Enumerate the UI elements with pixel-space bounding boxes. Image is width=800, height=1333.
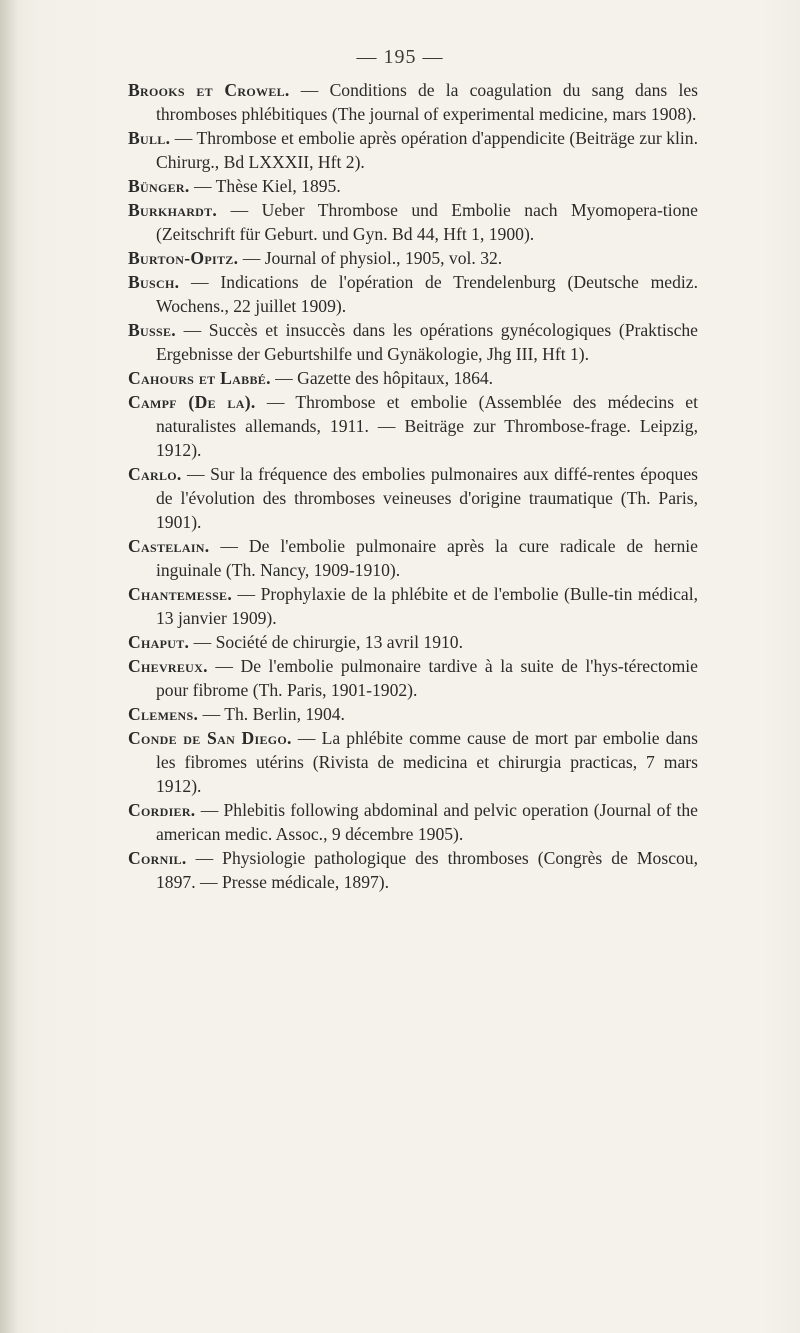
entry-author: Cahours et Labbé. <box>128 368 271 388</box>
entry-text: — De l'embolie pulmonaire après la cure radicale de hernie inguinale (Th. Nancy, 1909-1910). <box>156 536 698 580</box>
bibliography-entry <box>128 582 698 630</box>
entry-author: Clemens. <box>128 704 199 724</box>
bibliography-entry <box>128 390 698 462</box>
bibliography-entry <box>128 318 698 366</box>
bibliography-entry <box>128 126 698 174</box>
entry-text: — Société de chirurgie, 13 avril 1910. <box>189 632 463 652</box>
entry-author: Carlo. <box>128 464 182 484</box>
bibliography-entry <box>128 366 698 390</box>
binding-shadow <box>0 0 18 1333</box>
bibliography-entry <box>128 198 698 246</box>
entry-text: — Thrombose et embolie (Assemblée des médecins et naturalistes allemands, 1911. — Beiträge zur Thrombose-frage. Leipzig, 1912). <box>156 392 698 460</box>
entry-author: Bull. <box>128 128 171 148</box>
entry-text: — Phlebitis following abdominal and pelvic operation (Journal of the american medic. Assoc., 9 décembre 1905). <box>156 800 698 844</box>
entry-text: — Thèse Kiel, 1895. <box>189 176 341 196</box>
entry-author: Busch. <box>128 272 180 292</box>
entry-text: — Physiologie pathologique des thromboses (Congrès de Moscou, 1897. — Presse médicale, 1897). <box>156 848 698 892</box>
bibliography-entry <box>128 534 698 582</box>
bibliography-entry <box>128 462 698 534</box>
entry-author: Campf (De la). <box>128 392 256 412</box>
entry-text: — Conditions de la coagulation du sang dans les thromboses phlébitiques (The journal of experimental medicine, mars 1908). <box>156 80 698 124</box>
entry-text: — De l'embolie pulmonaire tardive à la suite de l'hys-térectomie pour fibrome (Th. Paris, 1901-1902). <box>156 656 698 700</box>
entry-author: Chaput. <box>128 632 190 652</box>
entry-author: Brooks et Crowel. <box>128 80 290 100</box>
entry-author: Busse. <box>128 320 176 340</box>
entry-author: Chevreux. <box>128 656 208 676</box>
bibliography-entry <box>128 798 698 846</box>
entry-author: Bünger. <box>128 176 190 196</box>
bibliography-entry <box>128 174 698 198</box>
bibliography-entry <box>128 246 698 270</box>
bibliography-entry <box>128 726 698 798</box>
bibliography-list <box>128 78 698 894</box>
entry-text: — Thrombose et embolie après opération d'appendicite (Beiträge zur klin. Chirurg., Bd LXXXII, Hft 2). <box>156 128 698 172</box>
entry-author: Burkhardt. <box>128 200 218 220</box>
entry-text: — Succès et insuccès dans les opérations gynécologiques (Praktische Ergebnisse der Geburtshilfe und Gynäkologie, Jhg III, Hft 1). <box>156 320 698 364</box>
entry-text: — La phlébite comme cause de mort par embolie dans les fibromes utérins (Rivista de medicina et chirurgia practicas, 7 mars 1912). <box>156 728 698 796</box>
entry-author: Cornil. <box>128 848 187 868</box>
page-number: — 195 — <box>356 46 444 68</box>
bibliography-entry <box>128 630 698 654</box>
entry-text: — Gazette des hôpitaux, 1864. <box>270 368 494 388</box>
entry-text: — Th. Berlin, 1904. <box>198 704 345 724</box>
entry-text: — Prophylaxie de la phlébite et de l'embolie (Bulle-tin médical, 13 janvier 1909). <box>156 584 698 628</box>
entry-author: Castelain. <box>128 536 210 556</box>
entry-text: — Ueber Thrombose und Embolie nach Myomopera-tione (Zeitschrift für Geburt. und Gyn. Bd 44, Hft 1, 1900). <box>156 200 698 244</box>
entry-author: Cordier. <box>128 800 196 820</box>
entry-author: Burton-Opitz. <box>128 248 239 268</box>
entry-author: Conde de San Diego. <box>128 728 292 748</box>
bibliography-entry <box>128 78 698 126</box>
entry-text: — Indications de l'opération de Trendelenburg (Deutsche mediz. Wochens., 22 juillet 1909). <box>156 272 698 316</box>
bibliography-entry <box>128 270 698 318</box>
bibliography-entry <box>128 654 698 702</box>
entry-text: — Journal of physiol., 1905, vol. 32. <box>238 248 503 268</box>
bibliography-entry <box>128 846 698 894</box>
entry-text: — Sur la fréquence des embolies pulmonaires aux diffé-rentes époques de l'évolution des thromboses veineuses d'origine traumatique (Th. Paris, 1901). <box>156 464 698 532</box>
bibliography-entry <box>128 702 698 726</box>
entry-author: Chantemesse. <box>128 584 233 604</box>
